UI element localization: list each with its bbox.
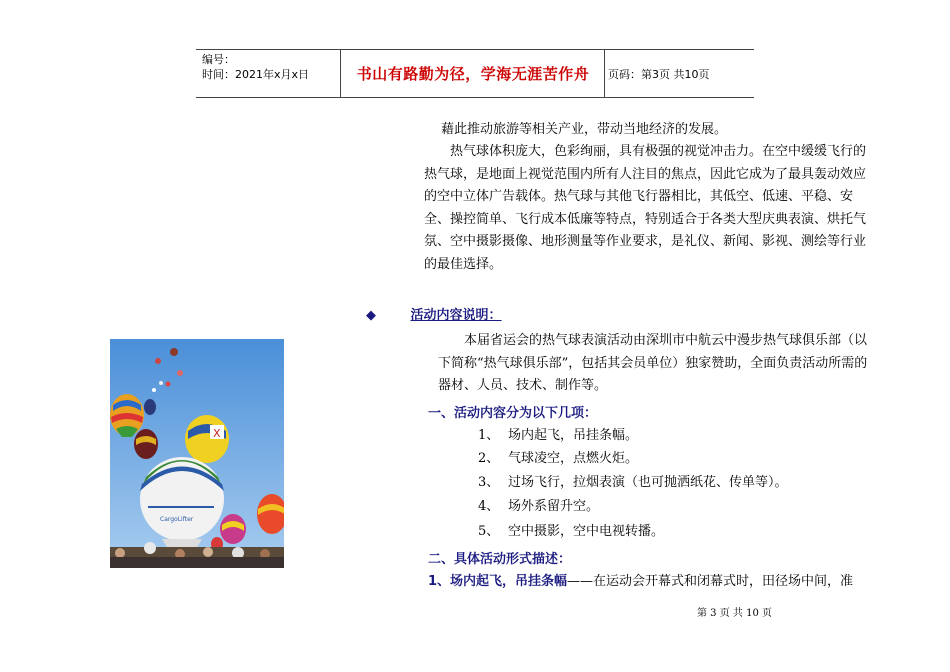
header-page-info: 页码：第3页 共10页 <box>608 67 710 81</box>
page-header <box>196 49 754 98</box>
document-time-label: 时间：2021年x月x日 <box>202 68 310 81</box>
activity-content-label: 活动内容说明： <box>410 308 502 323</box>
svg-text:X: X <box>213 427 221 440</box>
activity-content-heading <box>366 304 502 323</box>
list-item: 1、 场内起飞，吊挂条幅。 <box>478 428 639 443</box>
diamond-bullet-icon: ◆ <box>366 308 376 323</box>
list-item: 2、 气球凌空，点燃火炬。 <box>478 451 639 466</box>
takeoff-text: ——在运动会开幕式和闭幕式时，田径场中间，准 <box>567 574 854 589</box>
hot-air-balloon-photo <box>110 339 284 568</box>
header-divider-right <box>604 50 605 97</box>
balloon-sponsor-text: CargoLifter <box>160 516 194 523</box>
header-motto: 书山有路勤为径，学海无涯苦作舟 <box>356 65 590 83</box>
paragraph-tourism: 藉此推动旅游等相关产业，带动当地经济的发展。 <box>441 122 728 137</box>
paragraph-takeoff <box>428 570 853 589</box>
page-footer: 第 3 页 共 10 页 <box>697 608 772 619</box>
document-number-label: 编号： <box>202 53 235 66</box>
list-item: 4、 场外系留升空。 <box>478 499 600 514</box>
section-title-items: 一、活动内容分为以下几项： <box>428 406 598 421</box>
section-title-forms: 二、具体活动形式描述： <box>428 552 572 567</box>
header-divider-left <box>340 50 341 97</box>
paragraph-balloon-advantages: 热气球体积庞大，色彩绚丽，具有极强的视觉冲击力。在空中缓缓飞行的热气球，是地面上视觉范围内所有人注目的焦点，因此它成为了最具轰动效应的空中立体广告载体。热气球与其他飞行器相比，其低空、低速、平稳、安全、操控简单、飞行成本低廉等特点，特别适合于各类大型庆典表演、烘托气氛、空中摄影摄像、地形测量等作业要求，是礼仪、新闻、影视、测绘等行业的最佳选择。 <box>424 144 867 272</box>
list-item: 5、 空中摄影，空中电视转播。 <box>478 524 665 539</box>
header-meta <box>202 52 309 82</box>
list-item: 3、 过场飞行，拉烟表演（也可抛洒纸花、传单等）。 <box>478 475 788 490</box>
paragraph-sponsor: 本届省运会的热气球表演活动由深圳市中航云中漫步热气球俱乐部（以下简称“热气球俱乐部”，包括其会员单位）独家赞助，全面负责活动所需的器材、人员、技术、制作等。 <box>438 333 868 393</box>
takeoff-heading: 1、场内起飞，吊挂条幅 <box>428 574 568 589</box>
